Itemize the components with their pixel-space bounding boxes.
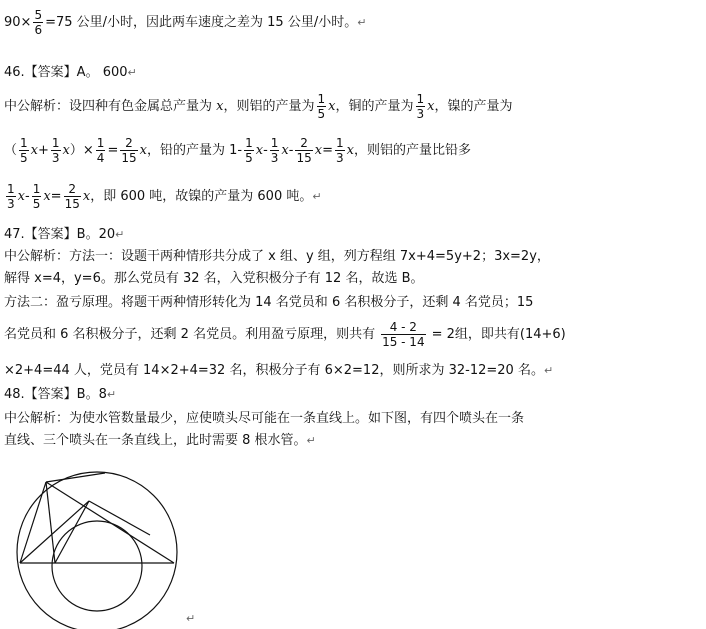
var-x: x <box>30 143 38 158</box>
text: = <box>322 143 333 158</box>
outer-circle <box>17 472 177 629</box>
fraction-1-4 <box>96 136 106 165</box>
denominator: 6 <box>34 23 43 37</box>
fraction-2-15 <box>64 182 81 211</box>
text: - <box>288 143 294 158</box>
text: = <box>50 189 62 204</box>
text: 中公解析：方法一：设题干两种情形共分成了 x 组、y 组，列方程组 7x+4=5y+2；3x=2y， <box>4 249 550 264</box>
text: =75 公里/小时，因此两车速度之差为 15 公里/小时。 <box>45 15 358 30</box>
pipe-line <box>89 501 150 535</box>
pipe-line <box>46 482 55 563</box>
numerator: 5 <box>34 8 43 22</box>
q47-line-a <box>4 248 550 266</box>
denominator: 3 <box>7 197 15 211</box>
text: ，镍的产量为 <box>434 99 513 114</box>
text: 47.【答案】B。20 <box>4 227 116 242</box>
fraction-1-3 <box>51 136 61 165</box>
text: 中公解析：为使水管数量最少，应使喷头尽可能在一条直线上。如下图，有四个喷头在一条 <box>4 411 525 426</box>
fraction-profit-loss <box>381 320 426 349</box>
text: 中公解析：设四种有色金属总产量为 <box>4 99 217 114</box>
text: （ <box>4 143 18 158</box>
text: - <box>24 189 30 204</box>
text: 解得 x=4，y=6。那么党员有 32 名，入党积极分子有 12 名，故选 B。 <box>4 271 424 286</box>
var-x: x <box>314 143 323 158</box>
denominator: 5 <box>317 107 326 121</box>
text: = <box>107 143 119 158</box>
numerator: 1 <box>20 136 28 150</box>
text: 90× <box>4 15 32 30</box>
numerator: 2 <box>295 136 312 151</box>
text: ）× <box>69 143 94 158</box>
denominator: 15 <box>64 197 80 211</box>
text: - <box>263 143 268 158</box>
fraction-1-5 <box>317 92 327 121</box>
denominator: 15 - 14 <box>382 335 425 349</box>
var-x: x <box>17 189 25 204</box>
var-x: x <box>427 99 435 114</box>
q47-line-e <box>4 362 553 380</box>
fraction-1-3 <box>335 136 345 165</box>
q46-line-b <box>4 136 471 165</box>
numerator: 1 <box>7 182 15 196</box>
q48-line-b <box>4 432 316 450</box>
numerator: 2 <box>120 136 137 151</box>
numerator: 1 <box>51 136 60 150</box>
q48-heading <box>4 386 116 404</box>
text: ，铜的产量为 <box>335 99 414 114</box>
q46-line-a <box>4 92 513 121</box>
text: = 2组，即共有(14+6) <box>431 327 566 342</box>
fraction-2-15 <box>120 136 137 165</box>
numerator: 1 <box>317 92 326 106</box>
return-mark-icon: ↵ <box>306 434 316 447</box>
denominator: 5 <box>32 197 41 211</box>
q47-line-b <box>4 270 424 288</box>
text: ，则铝的产量为 <box>223 99 315 114</box>
numerator: 4 - 2 <box>381 320 426 335</box>
denominator: 3 <box>270 151 279 165</box>
return-mark-icon: ↵ <box>312 190 322 203</box>
denominator: 5 <box>20 151 28 165</box>
numerator: 1 <box>245 136 253 150</box>
denominator: 3 <box>51 151 60 165</box>
text: + <box>38 143 49 158</box>
fraction-1-3 <box>270 136 280 165</box>
q46-heading <box>4 64 137 82</box>
denominator: 4 <box>96 151 105 165</box>
numerator: 1 <box>335 136 344 150</box>
sprinkler-pipe-diagram <box>0 455 200 629</box>
text: 46.【答案】A。 600 <box>4 65 128 80</box>
q46-line-c <box>4 182 322 211</box>
q47-line-d <box>4 320 566 349</box>
var-x: x <box>62 143 70 158</box>
denominator: 15 <box>296 151 312 165</box>
return-mark-icon: ↵ <box>186 612 196 625</box>
return-mark-icon: ↵ <box>115 228 125 241</box>
q48-line-a <box>4 410 524 428</box>
var-x: x <box>281 143 289 158</box>
return-mark-icon: ↵ <box>357 16 367 29</box>
q47-line-c <box>4 294 533 312</box>
text: ，铅的产量为 1- <box>146 143 243 158</box>
return-mark-icon: ↵ <box>127 66 137 79</box>
fraction-1-3 <box>6 182 16 211</box>
var-x: x <box>328 99 336 114</box>
fraction-1-5 <box>244 136 254 165</box>
text: 名党员和 6 名积极分子，还剩 2 名党员。利用盈亏原理，则共有 <box>4 327 376 342</box>
fraction-1-5 <box>32 182 42 211</box>
text: 方法二：盈亏原理。将题干两种情形转化为 14 名党员和 6 名积极分子，还剩 4 名党员；15 <box>4 295 534 310</box>
return-mark-icon: ↵ <box>543 364 554 377</box>
fraction-2-15 <box>295 136 312 165</box>
text: 48.【答案】B。8 <box>4 387 107 402</box>
denominator: 5 <box>245 151 253 165</box>
numerator: 2 <box>64 182 81 197</box>
denominator: 3 <box>335 151 344 165</box>
fraction-1-5 <box>19 136 29 165</box>
text: ，则铝的产量比铅多 <box>353 143 471 158</box>
denominator: 3 <box>416 107 425 121</box>
text: ，即 600 吨，故镍的产量为 600 吨。 <box>90 189 313 204</box>
denominator: 15 <box>121 151 137 165</box>
text: 直线、三个喷头在一条直线上，此时需要 8 根水管。 <box>4 433 307 448</box>
numerator: 1 <box>32 182 41 196</box>
fraction-1-3 <box>416 92 426 121</box>
line-1 <box>4 8 366 37</box>
var-x: x <box>43 189 51 204</box>
var-x: x <box>255 143 264 158</box>
var-x: x <box>216 99 224 114</box>
text: ×2+4=44 人，党员有 14×2+4=32 名，积极分子有 6×2=12，则所求为 32-12=20 名。 <box>4 363 544 378</box>
var-x: x <box>346 143 354 158</box>
numerator: 1 <box>96 136 105 150</box>
pipe-line <box>55 501 89 563</box>
var-x: x <box>82 189 91 204</box>
q47-heading <box>4 226 124 244</box>
fraction-5-6 <box>33 8 43 37</box>
numerator: 1 <box>270 136 279 150</box>
var-x: x <box>139 143 147 158</box>
numerator: 1 <box>416 92 425 106</box>
return-mark-icon: ↵ <box>106 388 117 401</box>
